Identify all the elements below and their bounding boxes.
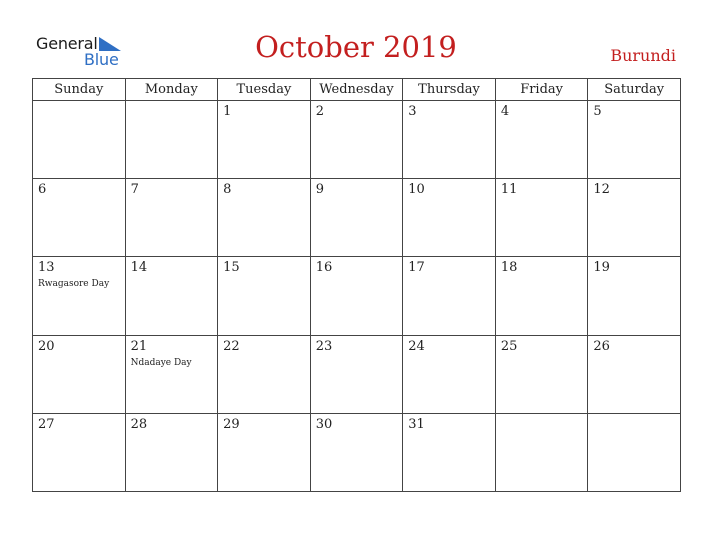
week-row bbox=[33, 413, 681, 491]
day-cell bbox=[495, 257, 588, 335]
day-number: 8 bbox=[223, 182, 232, 198]
day-cell bbox=[403, 257, 496, 335]
day-number: 4 bbox=[500, 104, 510, 119]
day-number: 27 bbox=[38, 416, 55, 432]
day-number: 7 bbox=[130, 182, 139, 198]
day-number: 16 bbox=[315, 260, 333, 276]
day-number: 10 bbox=[408, 182, 425, 198]
weekday-monday: Monday bbox=[125, 79, 218, 101]
day-number: 2 bbox=[315, 104, 324, 119]
day-cell bbox=[33, 179, 126, 257]
day-number: 17 bbox=[408, 260, 425, 276]
day-number: 19 bbox=[593, 260, 610, 276]
day-number: 29 bbox=[223, 416, 240, 432]
day-cell bbox=[33, 413, 126, 491]
weekday-wednesday: Wednesday bbox=[310, 79, 403, 101]
day-number: 20 bbox=[38, 338, 55, 354]
day-cell bbox=[218, 179, 311, 257]
day-number: 31 bbox=[408, 416, 425, 432]
day-number: 26 bbox=[593, 338, 610, 354]
day-number: 6 bbox=[38, 182, 47, 198]
week-row bbox=[33, 101, 681, 179]
day-number: 9 bbox=[315, 182, 324, 198]
day-cell bbox=[403, 101, 496, 179]
day-cell bbox=[403, 413, 496, 491]
day-number: 13 bbox=[38, 260, 55, 276]
calendar-grid bbox=[32, 78, 681, 492]
weekday-sunday: Sunday bbox=[33, 79, 126, 101]
day-cell bbox=[125, 335, 218, 413]
day-number: 23 bbox=[315, 338, 333, 354]
day-cell bbox=[125, 179, 218, 257]
day-cell bbox=[588, 335, 681, 413]
day-number: 1 bbox=[223, 104, 232, 119]
day-cell bbox=[495, 179, 588, 257]
day-cell bbox=[310, 335, 403, 413]
country-label: Burundi bbox=[610, 46, 676, 65]
weekday-thursday: Thursday bbox=[403, 79, 496, 101]
day-number: 28 bbox=[130, 416, 148, 432]
day-cell bbox=[495, 413, 588, 491]
day-cell bbox=[33, 101, 126, 179]
day-cell bbox=[310, 257, 403, 335]
day-number: 21 bbox=[130, 338, 148, 354]
day-cell bbox=[588, 257, 681, 335]
day-cell bbox=[310, 179, 403, 257]
day-cell bbox=[588, 101, 681, 179]
day-number: 18 bbox=[500, 260, 518, 276]
day-cell bbox=[125, 413, 218, 491]
day-number: 11 bbox=[500, 182, 518, 198]
day-number: 14 bbox=[130, 260, 148, 276]
day-cell bbox=[218, 335, 311, 413]
day-number: 24 bbox=[408, 338, 425, 354]
weekday-header-row bbox=[33, 79, 681, 101]
day-cell bbox=[125, 101, 218, 179]
holiday-label: Ndadaye Day bbox=[130, 357, 192, 368]
week-row bbox=[33, 179, 681, 257]
day-cell bbox=[218, 257, 311, 335]
day-cell bbox=[588, 179, 681, 257]
day-cell bbox=[310, 413, 403, 491]
day-cell bbox=[33, 257, 126, 335]
holiday-label: Rwagasore Day bbox=[38, 279, 110, 290]
day-cell bbox=[403, 179, 496, 257]
day-number: 30 bbox=[315, 416, 333, 432]
day-cell bbox=[218, 413, 311, 491]
day-number: 12 bbox=[593, 182, 610, 198]
week-row bbox=[33, 335, 681, 413]
day-cell bbox=[125, 257, 218, 335]
weekday-tuesday: Tuesday bbox=[218, 79, 311, 101]
weekday-saturday: Saturday bbox=[588, 79, 681, 101]
weekday-friday: Friday bbox=[495, 79, 588, 101]
day-cell bbox=[218, 101, 311, 179]
day-number: 5 bbox=[593, 104, 602, 119]
page-title: October 2019 bbox=[255, 30, 457, 64]
logo-text-general: General bbox=[36, 34, 98, 53]
week-row bbox=[33, 257, 681, 335]
day-number: 25 bbox=[500, 338, 518, 354]
day-cell bbox=[310, 101, 403, 179]
day-cell bbox=[588, 413, 681, 491]
day-cell bbox=[495, 101, 588, 179]
day-number: 15 bbox=[223, 260, 240, 276]
day-cell bbox=[495, 335, 588, 413]
logo-text-blue: Blue bbox=[84, 50, 119, 69]
day-number: 3 bbox=[408, 104, 417, 119]
day-cell bbox=[33, 335, 126, 413]
day-cell bbox=[403, 335, 496, 413]
day-number: 22 bbox=[223, 338, 240, 354]
